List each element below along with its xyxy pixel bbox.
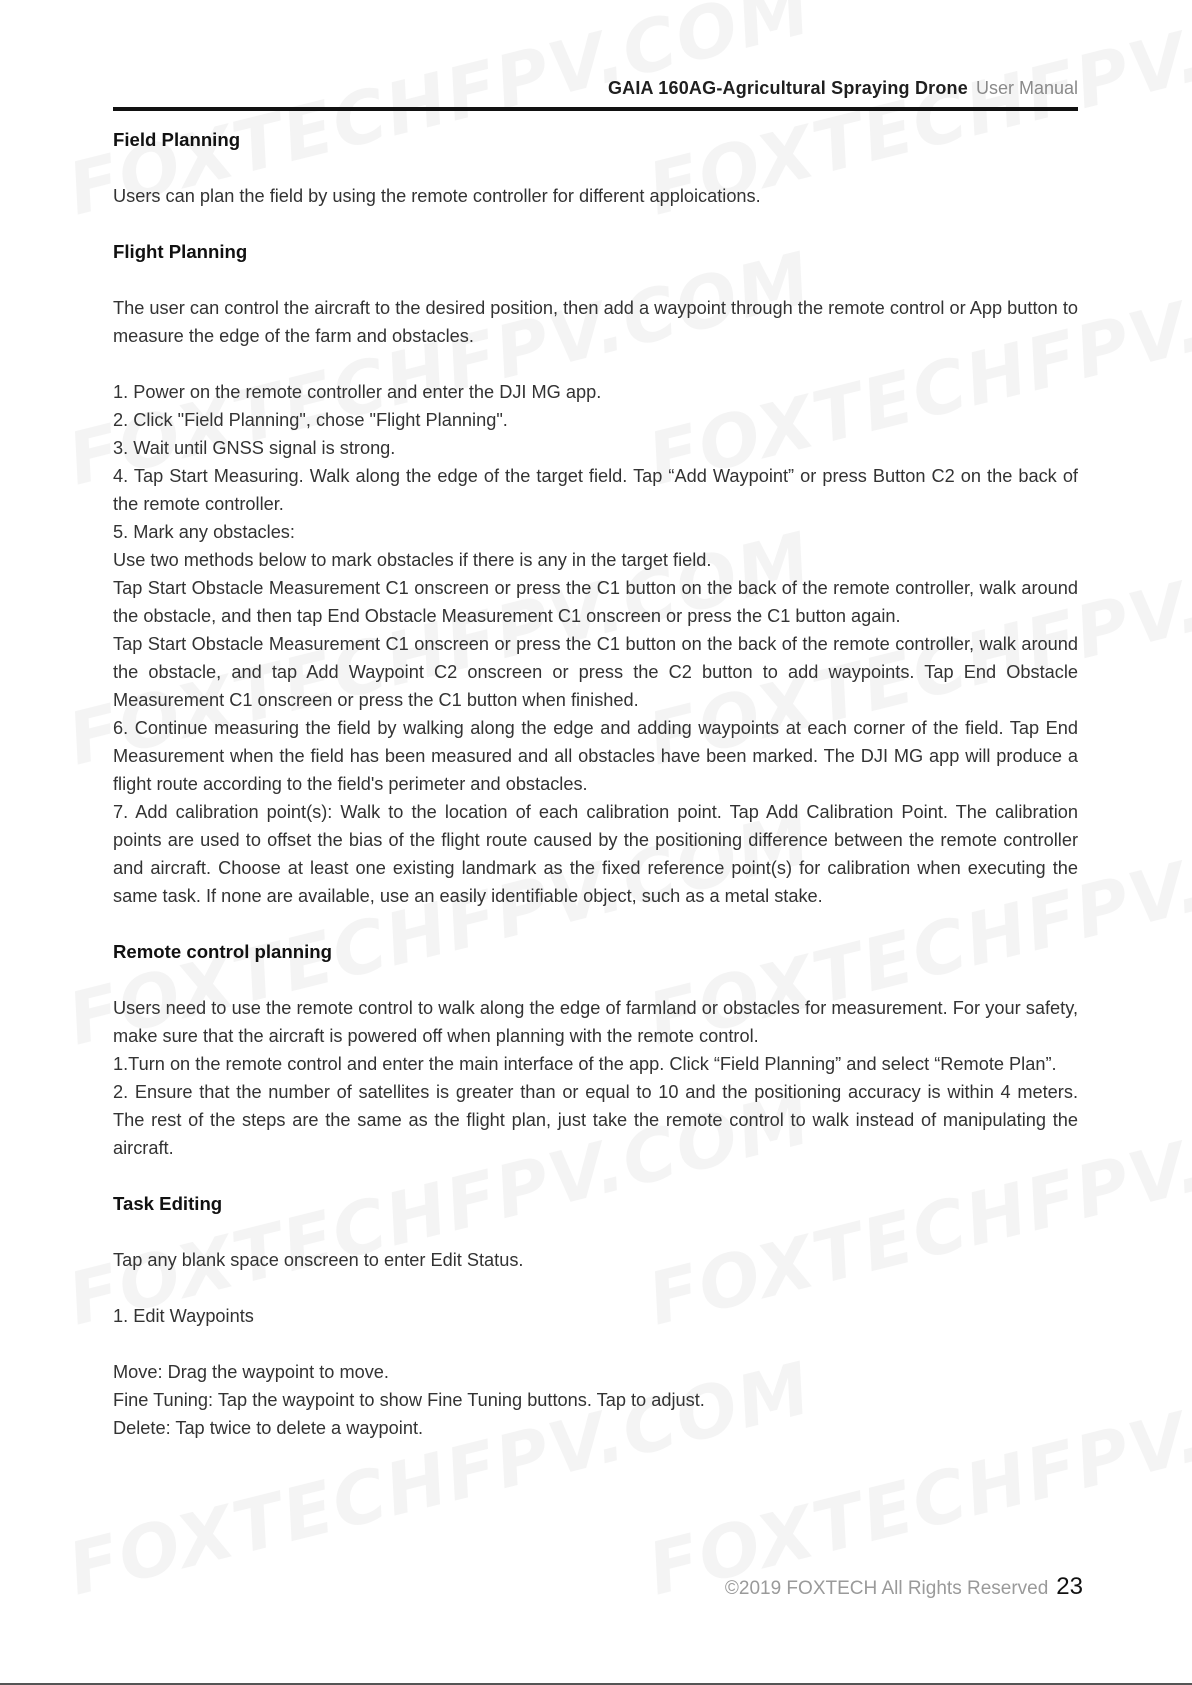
spacer	[113, 1274, 1078, 1302]
spacer	[113, 1162, 1078, 1190]
body-paragraph: 7. Add calibration point(s): Walk to the location of each calibration point. Tap Add Calibration Point. The calibration points are used to offset the bias of the flight route caused by the positioning difference between the remote controller and aircraft. Choose at least one existing landmark as the fixed reference point(s) for calibration when executing the same task. If none are available, use an easily identifiable object, such as a metal stake.	[113, 802, 1078, 906]
page-number: 23	[1056, 1573, 1083, 1600]
body-paragraph: 5. Mark any obstacles:	[113, 522, 295, 542]
paragraph-group	[113, 294, 1078, 350]
body-paragraph: Tap Start Obstacle Measurement C1 onscreen or press the C1 button on the back of the remote controller, walk around the obstacle, and tap Add Waypoint C2 onscreen or press the C2 button to add waypoints. Tap End Obstacle Measurement C1 onscreen or press the C1 button when finished.	[113, 634, 1078, 710]
body-paragraph: Users can plan the field by using the remote controller for different apploications.	[113, 186, 761, 206]
paragraph-group	[113, 1246, 1078, 1274]
body-paragraph: Tap any blank space onscreen to enter Edit Status.	[113, 1250, 524, 1270]
copyright-text: ©2019 FOXTECH All Rights Reserved	[724, 1578, 1049, 1599]
body-paragraph: 2. Ensure that the number of satellites is greater than or equal to 10 and the positioning accuracy is within 4 meters. The rest of the steps are the same as the flight plan, just take the remote control to walk instead of manipulating the aircraft.	[113, 1082, 1078, 1158]
header-divider	[113, 107, 1078, 111]
section-heading: Field Planning	[113, 129, 241, 150]
body-paragraph: 6. Continue measuring the field by walking along the edge and adding waypoints at each corner of the field. Tap End Measurement when the field has been measured and all obstacles have been marked. The DJI MG app will produce a flight route according to the field's perimeter and obstacles.	[113, 718, 1078, 794]
body-paragraph: The user can control the aircraft to the desired position, then add a waypoint through the remote control or App button to measure the edge of the farm and obstacles.	[113, 298, 1078, 346]
body-paragraph: 2. Click "Field Planning", chose "Flight Planning".	[113, 410, 508, 430]
spacer	[113, 210, 1078, 238]
section-heading: Remote control planning	[113, 941, 332, 962]
page-footer	[113, 1570, 1083, 1606]
body-paragraph: Tap Start Obstacle Measurement C1 onscreen or press the C1 button on the back of the remote controller, walk around the obstacle, and then tap End Obstacle Measurement C1 onscreen or press the C1 button again.	[113, 578, 1078, 626]
paragraph-group	[113, 1358, 1078, 1442]
body-paragraph: 4. Tap Start Measuring. Walk along the edge of the target field. Tap “Add Waypoint” or press Button C2 on the back of the remote controller.	[113, 466, 1078, 514]
spacer	[113, 1330, 1078, 1358]
section-heading: Task Editing	[113, 1193, 223, 1214]
paragraph-group	[113, 182, 1078, 210]
paragraph-group	[113, 994, 1078, 1162]
body-paragraph: 1. Power on the remote controller and enter the DJI MG app.	[113, 382, 602, 402]
body-paragraph: Delete: Tap twice to delete a waypoint.	[113, 1418, 424, 1438]
page-header	[113, 78, 1078, 108]
section-heading: Flight Planning	[113, 241, 248, 262]
paragraph-group	[113, 378, 1078, 910]
body-paragraph: Move: Drag the waypoint to move.	[113, 1362, 389, 1382]
body-paragraph: Use two methods below to mark obstacles if there is any in the target field.	[113, 550, 712, 570]
body-paragraph: Fine Tuning: Tap the waypoint to show Fine Tuning buttons. Tap to adjust.	[113, 1390, 705, 1410]
body-paragraph: 1. Edit Waypoints	[113, 1306, 254, 1326]
paragraph-group	[113, 1302, 1078, 1330]
spacer	[113, 910, 1078, 938]
body-paragraph: 1.Turn on the remote control and enter the main interface of the app. Click “Field Planning” and select “Remote Plan”.	[113, 1054, 1057, 1074]
document-title: GAIA 160AG-Agricultural Spraying Drone	[607, 78, 968, 98]
body-paragraph: Users need to use the remote control to walk along the edge of farmland or obstacles for measurement. For your safety, make sure that the aircraft is powered off when planning with the remote control.	[113, 998, 1078, 1046]
page-body	[113, 126, 1078, 1470]
spacer	[113, 350, 1078, 378]
spacer	[113, 1442, 1078, 1470]
body-paragraph: 3. Wait until GNSS signal is strong.	[113, 438, 396, 458]
document-subtitle: User Manual	[975, 78, 1078, 98]
